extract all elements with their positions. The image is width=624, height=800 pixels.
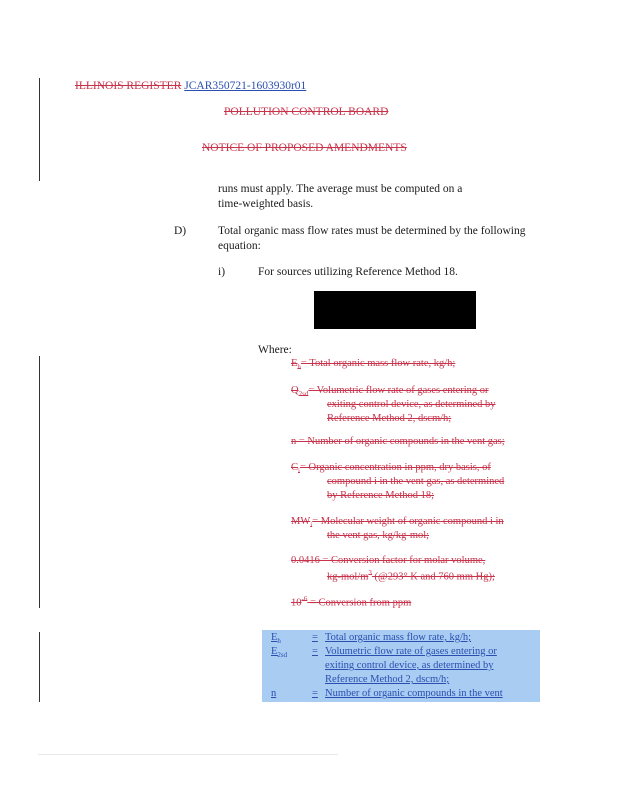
deleted-def-mw [291, 516, 504, 529]
redacted-equation [314, 291, 476, 329]
inserted-eh-definition: Total organic mass flow rate, kg/h; [325, 632, 472, 643]
deleted-def-q-line-3: Reference Method 2, dscm/h; [327, 413, 452, 424]
deleted-def-eh [291, 358, 455, 371]
power-base: 10 [291, 597, 302, 609]
inserted-n-equals: = [312, 688, 318, 699]
mw-subscript: i [310, 521, 313, 530]
change-bar-top [39, 78, 40, 181]
deleted-def-c-line-2: compound i in the vent gas, as determined [327, 476, 505, 487]
eh-symbol: E [291, 358, 298, 369]
deleted-def-c-line-3: by Reference Method 18; [327, 490, 435, 501]
register-header [75, 80, 306, 92]
deleted-def-ppm [291, 595, 411, 609]
inserted-eh-subscript: h [277, 637, 281, 646]
inserted-e2sd-equals: = [312, 646, 318, 657]
change-bar-middle [39, 356, 40, 608]
deleted-def-q [291, 385, 489, 398]
continued-line-2: time-weighted basis. [218, 198, 314, 210]
item-d-line-2: equation: [218, 240, 261, 252]
inserted-e2sd-symbol [271, 646, 287, 659]
conversion-units: kg-mol/m [327, 571, 369, 583]
register-old: ILLINOIS REGISTER [75, 80, 182, 92]
inserted-eh-symbol [271, 632, 281, 645]
deleted-def-n: n = Number of organic compounds in the vent gas; [291, 436, 505, 447]
register-new: JCAR350721-1603930r01 [184, 80, 307, 92]
deleted-def-mw-line-2: the vent gas, kg/kg-mol; [327, 530, 430, 541]
deleted-def-q-line-2: exiting control device, as determined by [327, 399, 496, 410]
conversion-conditions: (@293° K and 760 mm Hg); [371, 571, 495, 583]
item-d-line-1: Total organic mass flow rates must be determined by the following [218, 225, 526, 237]
board-title: POLLUTION CONTROL BOARD [224, 106, 389, 118]
eh-subscript: h [297, 363, 301, 372]
inserted-eh-equals: = [312, 632, 318, 643]
eh-definition: = Total organic mass flow rate, kg/h; [300, 358, 456, 369]
c-subscript: i [298, 467, 300, 476]
deleted-def-c [291, 462, 491, 475]
inserted-e2sd-subscript: 2sd [277, 651, 288, 660]
c-symbol: C [291, 462, 299, 473]
change-bar-bottom [39, 632, 40, 702]
inserted-e2sd-definition-line-3: Reference Method 2, dscm/h; [325, 674, 450, 685]
mw-definition-line-1: = Molecular weight of organic compound i in [312, 516, 504, 527]
inserted-eh-letter: E [271, 632, 278, 643]
inserted-n-symbol: n [271, 688, 277, 699]
inserted-e2sd-definition-line-2: exiting control device, as determined by [325, 660, 494, 671]
conversion-superscript: 3 [368, 569, 372, 577]
ppm-definition: = Conversion from ppm [307, 597, 412, 609]
q-subscript: 2sd [298, 390, 309, 399]
continued-line-1: runs must apply. The average must be computed on a [218, 183, 463, 195]
q-symbol: Q [291, 385, 299, 396]
item-i-text: For sources utilizing Reference Method 18. [258, 266, 458, 278]
item-i-label: i) [218, 266, 226, 278]
deleted-def-conversion-line-2 [327, 569, 495, 583]
q-definition-line-1: = Volumetric flow rate of gases entering or [308, 385, 489, 396]
c-definition-line-1: = Organic concentration in ppm, dry basis, of [299, 462, 491, 473]
footer-rule [38, 754, 338, 755]
where-label: Where: [258, 344, 292, 356]
power-exponent: -6 [301, 595, 308, 603]
item-d-label: D) [174, 225, 187, 237]
inserted-e2sd-definition-line-1: Volumetric flow rate of gases entering or [325, 646, 497, 657]
inserted-e2sd-letter: E [271, 646, 278, 657]
notice-title: NOTICE OF PROPOSED AMENDMENTS [202, 142, 407, 154]
deleted-def-conversion: 0.0416 = Conversion factor for molar volume, [291, 555, 486, 566]
inserted-n-definition: Number of organic compounds in the vent [325, 688, 503, 699]
mw-symbol: MW [291, 516, 311, 527]
